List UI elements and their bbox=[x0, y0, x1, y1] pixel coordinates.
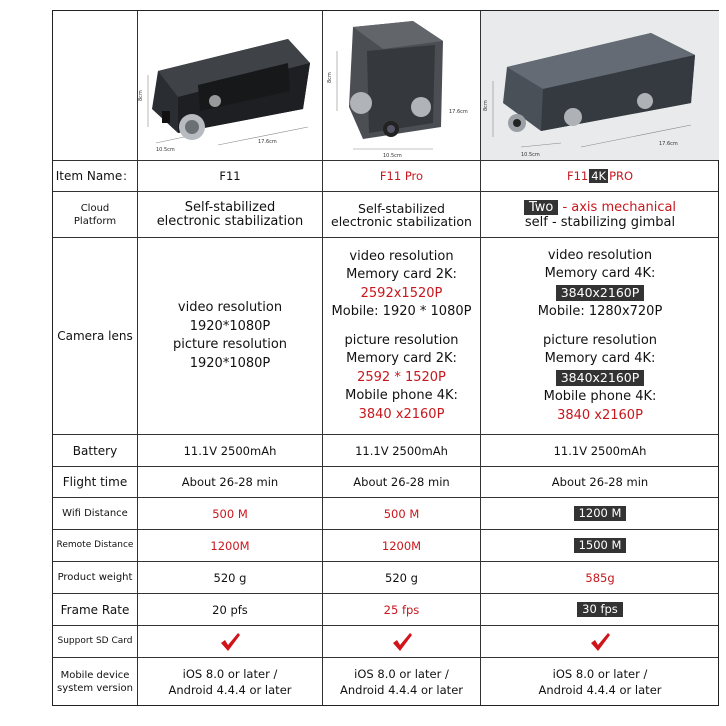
red-checkmark-icon bbox=[219, 631, 241, 653]
cloud-text: self - stabilizing gimbal bbox=[524, 214, 676, 230]
cloud-text: Self-stabilized bbox=[358, 200, 445, 216]
photo-height-label: 8cm bbox=[327, 72, 333, 83]
weight-f11: 520 g bbox=[213, 570, 247, 585]
cloud-f11-4k-pro bbox=[481, 192, 719, 237]
cloud-label-line: Cloud bbox=[80, 202, 110, 214]
sd-f11 bbox=[138, 626, 322, 657]
camera-spec: 1920*1080P bbox=[189, 355, 271, 371]
os-text: Android 4.4.4 or later bbox=[339, 683, 463, 697]
camera-spec: 3840 x2160P bbox=[358, 406, 445, 422]
camera-spec: Mobile: 1280x720P bbox=[537, 304, 663, 320]
wifi-f11-4k-pro bbox=[481, 498, 719, 529]
cloud-text: electronic stabilization bbox=[156, 213, 304, 229]
camera-spec: Mobile phone 4K: bbox=[543, 389, 657, 405]
cloud-text: electronic stabilization bbox=[331, 213, 472, 229]
model-name: F11 bbox=[219, 169, 241, 183]
photo-f11-4k-pro bbox=[481, 11, 719, 160]
photo-f11 bbox=[138, 11, 322, 160]
item-name-f11-pro bbox=[323, 161, 480, 191]
wifi-badge: 1200 M bbox=[574, 506, 627, 521]
model-name-part: PRO bbox=[609, 169, 634, 183]
remote-f11-4k-pro bbox=[481, 530, 719, 561]
camera-spec: 1920*1080P bbox=[189, 318, 271, 334]
sd-card-label: Support SD Card bbox=[57, 636, 133, 646]
remote-badge: 1500 M bbox=[574, 538, 627, 553]
item-name-f11 bbox=[138, 161, 322, 191]
os-text: iOS 8.0 or later / bbox=[552, 667, 648, 681]
mobile-label-line: Mobile device bbox=[60, 670, 130, 681]
os-text: iOS 8.0 or later / bbox=[354, 667, 449, 681]
os-f11-4k-pro bbox=[481, 658, 719, 706]
row-label-item-name bbox=[53, 161, 137, 191]
drone-photo-f11-4k-pro bbox=[481, 11, 719, 160]
photo-width-label: 10.5cm bbox=[521, 152, 540, 158]
camera-spec-badge: 3840x2160P bbox=[556, 370, 645, 386]
row-label-cloud-platform bbox=[53, 192, 137, 237]
drone-photo-f11-pro bbox=[323, 11, 480, 160]
flight-time-f11: About 26-28 min bbox=[181, 475, 279, 489]
camera-spec: 3840 x2160P bbox=[557, 407, 643, 423]
drone-photo-f11 bbox=[138, 11, 322, 160]
camera-spec: Memory card 2K: bbox=[346, 267, 457, 283]
weight-f11-pro: 520 g bbox=[385, 570, 418, 585]
cloud-f11-pro bbox=[323, 192, 480, 237]
wifi-label: Wifi Distance bbox=[62, 508, 128, 519]
camera-spec-badge: 3840x2160P bbox=[556, 285, 645, 301]
photo-length-label: 17.6cm bbox=[258, 139, 277, 145]
camera-spec: picture resolution bbox=[344, 332, 459, 348]
comparison-table bbox=[52, 10, 719, 706]
camera-f11 bbox=[138, 238, 322, 434]
camera-spec: picture resolution bbox=[172, 337, 288, 352]
sd-f11-4k-pro bbox=[481, 626, 719, 657]
red-checkmark-icon bbox=[589, 631, 611, 653]
sd-f11-pro bbox=[323, 626, 480, 657]
model-name-part: F11 bbox=[566, 169, 589, 183]
os-text: Android 4.4.4 or later bbox=[538, 683, 662, 697]
row-label-wifi bbox=[53, 498, 137, 529]
wifi-f11: 500 M bbox=[212, 506, 248, 521]
camera-spec: Memory card 4K: bbox=[544, 266, 656, 282]
cloud-text: Self-stabilized bbox=[184, 199, 276, 215]
row-label-weight bbox=[53, 562, 137, 593]
frame-rate-badge: 30 fps bbox=[577, 602, 623, 617]
photo-width-label: 10.5cm bbox=[156, 147, 175, 153]
camera-spec: video resolution bbox=[349, 248, 454, 264]
item-name-label: Item Name： bbox=[55, 169, 135, 183]
two-badge: Two bbox=[524, 200, 558, 215]
battery-f11-pro: 11.1V 2500mAh bbox=[355, 443, 448, 458]
camera-lens-label: Camera lens bbox=[57, 329, 133, 343]
camera-spec: Mobile: 1920 * 1080P bbox=[331, 304, 472, 320]
row-label-frame-rate bbox=[53, 594, 137, 625]
row-label-mobile-system bbox=[53, 658, 137, 706]
item-name-f11-4k-pro bbox=[481, 161, 719, 191]
camera-spec: picture resolution bbox=[542, 332, 658, 348]
battery-f11-4k-pro: 11.1V 2500mAh bbox=[553, 443, 647, 458]
model-name-4k-badge: 4K bbox=[591, 169, 607, 183]
weight-f11-4k-pro: 585g bbox=[585, 570, 615, 585]
photo-length-label: 17.6cm bbox=[659, 141, 678, 147]
camera-spec: 2592 * 1520P bbox=[357, 369, 446, 385]
camera-spec: video resolution bbox=[177, 300, 283, 315]
camera-spec: 2592x1520P bbox=[360, 285, 443, 301]
cloud-f11 bbox=[138, 192, 322, 237]
cloud-label-line: Platform bbox=[73, 215, 117, 227]
flight-time-label: Flight time bbox=[62, 475, 128, 489]
camera-spec: video resolution bbox=[547, 247, 653, 263]
model-name: F11 Pro bbox=[379, 169, 424, 183]
camera-spec: Mobile phone 4K: bbox=[345, 388, 458, 404]
camera-spec: Memory card 4K: bbox=[544, 351, 656, 367]
remote-f11: 1200M bbox=[210, 538, 250, 553]
frame-rate-f11-pro: 25 fps bbox=[383, 602, 420, 617]
camera-f11-pro bbox=[323, 238, 480, 434]
row-label-remote bbox=[53, 530, 137, 561]
battery-f11: 11.1V 2500mAh bbox=[183, 443, 277, 458]
flight-time-f11-4k-pro: About 26-28 min bbox=[551, 475, 649, 489]
photo-f11-pro bbox=[323, 11, 480, 160]
os-text: iOS 8.0 or later / bbox=[182, 667, 278, 681]
wifi-f11-pro: 500 M bbox=[383, 506, 420, 521]
camera-spec: Memory card 2K: bbox=[346, 351, 457, 367]
photo-height-label: 8cm bbox=[138, 90, 144, 101]
cloud-text: - axis mechanical bbox=[562, 199, 677, 215]
row-label-camera-lens bbox=[53, 238, 137, 434]
frame-rate-f11: 20 pfs bbox=[212, 602, 248, 617]
row-label-sd-card bbox=[53, 626, 137, 657]
row-label-flight-time bbox=[53, 467, 137, 497]
battery-label: Battery bbox=[72, 443, 118, 458]
photo-height-label: 8cm bbox=[483, 100, 489, 111]
os-f11-pro bbox=[323, 658, 480, 706]
frame-rate-f11-4k-pro bbox=[481, 594, 719, 625]
flight-time-f11-pro: About 26-28 min bbox=[353, 475, 450, 489]
row-label-battery bbox=[53, 435, 137, 466]
remote-label: Remote Distance bbox=[56, 540, 134, 550]
photo-length-label: 17.6cm bbox=[449, 109, 468, 115]
weight-label: Product weight bbox=[57, 572, 133, 583]
photo-width-label: 10.5cm bbox=[383, 153, 402, 159]
camera-f11-4k-pro bbox=[481, 238, 719, 434]
remote-f11-pro: 1200M bbox=[381, 538, 422, 553]
os-text: Android 4.4.4 or later bbox=[168, 683, 292, 697]
mobile-label-line: system version bbox=[57, 683, 133, 694]
frame-rate-label: Frame Rate bbox=[60, 602, 130, 617]
os-f11 bbox=[138, 658, 322, 706]
red-checkmark-icon bbox=[391, 631, 413, 653]
